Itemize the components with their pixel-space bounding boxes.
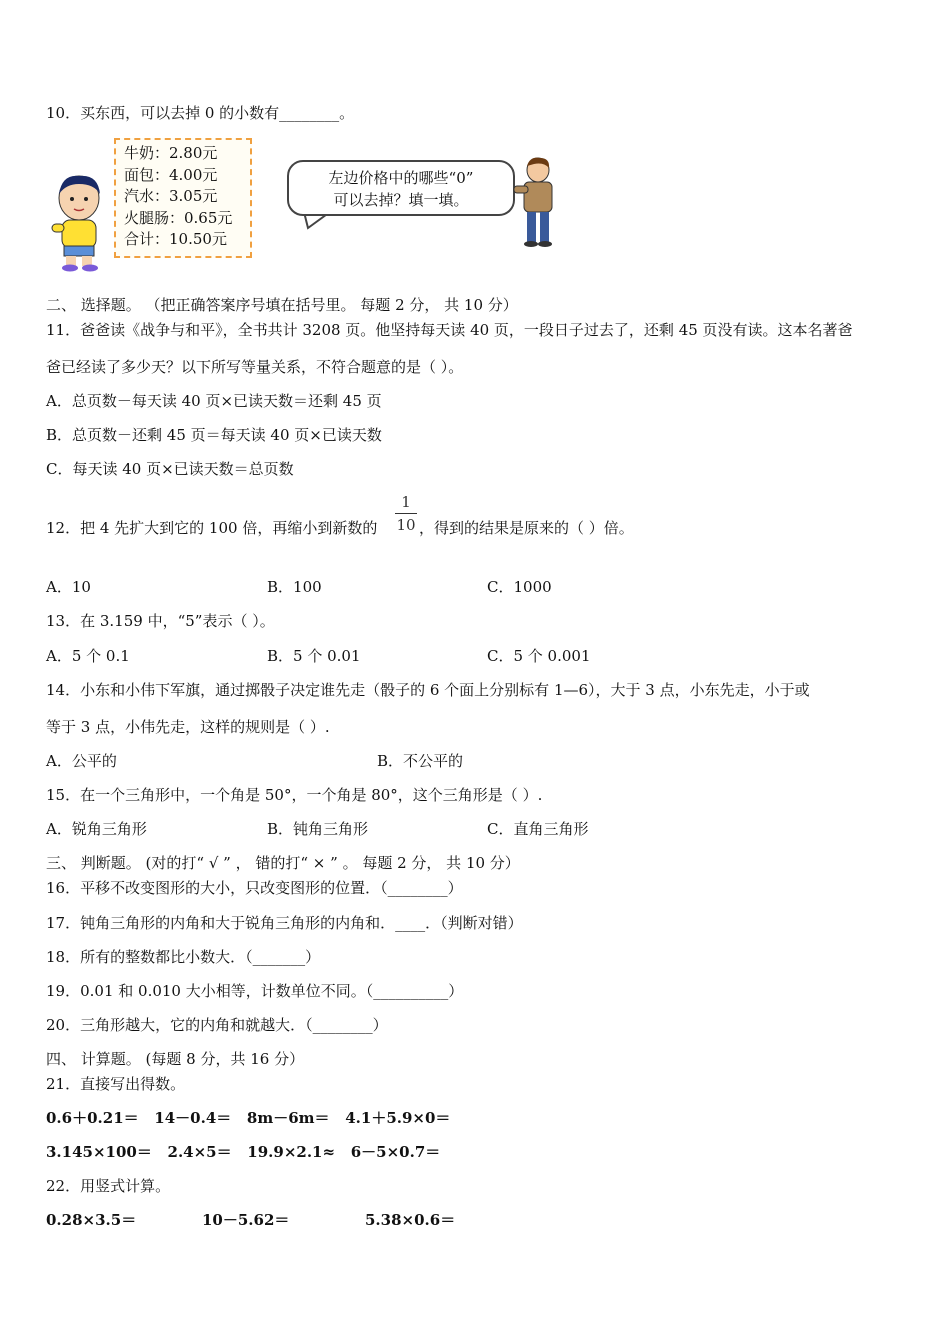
section2-title: 二、 选择题。 （把正确答案序号填在括号里。 每题 2 分， 共 10 分）: [46, 296, 518, 314]
fraction-denominator: 10: [396, 516, 416, 534]
q11-option-c: C．每天读 40 页×已读天数＝总页数: [46, 460, 294, 478]
q14-line1: 14．小东和小伟下军旗，通过掷骰子决定谁先走（骰子的 6 个面上分别标有 1—6），大于 3 点，小东先走，小于或: [46, 681, 810, 699]
q12-text-before: 12．把 4 先扩大到它的 100 倍，再缩小到新数的: [46, 519, 378, 537]
price-list: [114, 138, 252, 258]
q12-option-c: C．1000: [487, 578, 552, 596]
bubble-line: 左边价格中的哪些“0”: [328, 169, 474, 187]
q15-option-a: A．锐角三角形: [46, 820, 147, 838]
q11-line2: 爸已经读了多少天？以下所写等量关系，不符合题意的是（ ）。: [46, 358, 464, 376]
q11-option-a: A．总页数－每天读 40 页×已读天数＝还剩 45 页: [46, 392, 382, 410]
q11-line1: 11．爸爸读《战争与和平》，全书共计 3208 页。他坚持每天读 40 页，一段日子过去了，还剩 45 页没有读。这本名著爸: [46, 321, 853, 339]
q13-option-a: A．5 个 0.1: [46, 647, 130, 665]
q19-text: 19．0.01 和 0.010 大小相等，计数单位不同。（__________）: [46, 982, 464, 1000]
q13-option-b: B．5 个 0.01: [267, 647, 361, 665]
q21-row1: 0.6＋0.21＝ 14－0.4＝ 8m－6m＝ 4.1＋5.9×0＝: [46, 1109, 451, 1127]
q14-line2: 等于 3 点，小伟先走，这样的规则是（ ）.: [46, 718, 330, 736]
q12-fraction: [395, 493, 417, 534]
q21-text: 21．直接写出得数。: [46, 1075, 186, 1093]
price-item: 面包：4.00元: [124, 165, 218, 184]
price-item: 汽水：3.05元: [124, 187, 218, 205]
q17-text: 17．钝角三角形的内角和大于锐角三角形的内角和．____．（判断对错）: [46, 914, 523, 932]
q21-row2: 3.145×100＝ 2.4×5＝ 19.9×2.1≈ 6－5×0.7＝: [46, 1143, 441, 1161]
q14-option-a: A．公平的: [46, 752, 117, 770]
q15-option-c: C．直角三角形: [487, 820, 589, 838]
q13-option-c: C．5 个 0.001: [487, 647, 591, 665]
q12-option-a: A．10: [46, 578, 91, 596]
q13-text: 13．在 3.159 中，“5”表示（ ）。: [46, 612, 275, 630]
q22-item: 0.28×3.5＝: [46, 1211, 137, 1229]
bubble-line: 可以去掉？填一填。: [333, 191, 469, 209]
q12-option-b: B．100: [267, 578, 322, 596]
q11-option-b: B．总页数－还剩 45 页＝每天读 40 页×已读天数: [46, 426, 382, 444]
q15-text: 15．在一个三角形中，一个角是 50°，一个角是 80°，这个三角形是（ ）.: [46, 786, 543, 804]
q16-text: 16．平移不改变图形的大小，只改变图形的位置．（________）: [46, 879, 463, 897]
teacher-illustration: [512, 156, 560, 248]
speech-bubble: [287, 160, 515, 216]
q12-text-after: ，得到的结果是原来的（ ）倍。: [419, 519, 634, 537]
q10-text: 10．买东西，可以去掉 0 的小数有________。: [46, 104, 355, 122]
q22-item: 10－5.62＝: [202, 1211, 290, 1229]
section3-title: 三、 判断题。 (对的打“ √ ” ， 错的打“ × ” 。 每题 2 分， 共 10 分）: [46, 854, 520, 872]
section4-title: 四、 计算题。 (每题 8 分，共 16 分）: [46, 1050, 305, 1068]
q22-item: 5.38×0.6＝: [365, 1211, 456, 1229]
q18-text: 18．所有的整数都比小数大．（_______）: [46, 948, 321, 966]
q20-text: 20．三角形越大，它的内角和就越大．（________）: [46, 1016, 388, 1034]
q22-text: 22．用竖式计算。: [46, 1177, 171, 1195]
q15-option-b: B．钝角三角形: [267, 820, 369, 838]
q14-option-b: B．不公平的: [377, 752, 464, 770]
boy-illustration: [48, 172, 110, 272]
price-item: 牛奶：2.80元: [124, 144, 218, 162]
price-item: 火腿肠：0.65元: [124, 208, 233, 227]
price-item: 合计：10.50元: [124, 230, 227, 248]
fraction-numerator: 1: [401, 493, 411, 511]
